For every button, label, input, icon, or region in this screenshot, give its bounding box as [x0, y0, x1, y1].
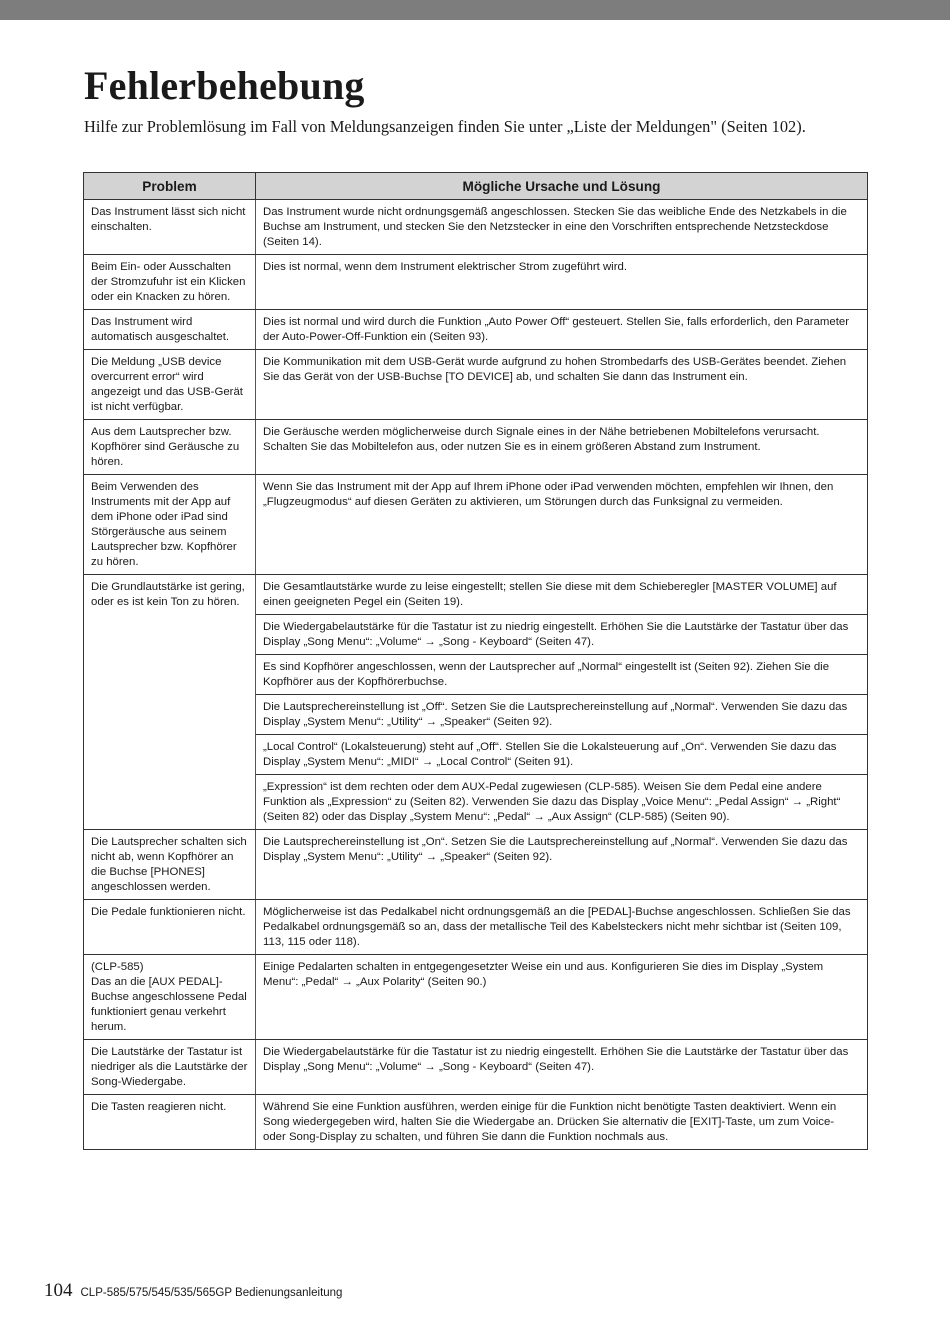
problem-cell: (CLP-585) Das an die [AUX PEDAL]-Buchse angeschlossene Pedal funktioniert genau verkehrt herum.	[84, 955, 256, 1040]
solution-cell: Es sind Kopfhörer angeschlossen, wenn der Lautsprecher auf „Normal“ eingestellt ist (Seiten 92). Ziehen Sie die Kopfhörer aus der Kopfhörerbuchse.	[256, 655, 868, 695]
solution-cell: Die Wiedergabelautstärke für die Tastatur ist zu niedrig eingestellt. Erhöhen Sie die Lautstärke der Tastatur über das Display „Song Menu“: „Volume“ → „Song - Keyboard“ (Seiten 47).	[256, 615, 868, 655]
solution-cell: Die Wiedergabelautstärke für die Tastatur ist zu niedrig eingestellt. Erhöhen Sie die Lautstärke der Tastatur über das Display „Song Menu“: „Volume“ → „Song - Keyboard“ (Seiten 47).	[256, 1040, 868, 1095]
solution-cell: Dies ist normal, wenn dem Instrument elektrischer Strom zugeführt wird.	[256, 255, 868, 310]
solution-cell: Dies ist normal und wird durch die Funktion „Auto Power Off“ gesteuert. Stellen Sie, falls erforderlich, den Parameter der Auto-Power-Off-Funktion ein (Seiten 93).	[256, 310, 868, 350]
solution-cell: Wenn Sie das Instrument mit der App auf Ihrem iPhone oder iPad verwenden möchten, empfehlen wir Ihnen, den „Flugzeugmodus“ auf diesen Geräten zu aktivieren, um Störungen durch das Funksignal zu vermeiden.	[256, 475, 868, 575]
page-footer	[44, 1280, 342, 1302]
solution-cell: Während Sie eine Funktion ausführen, werden einige für die Funktion nicht benötigte Tasten deaktiviert. Wenn ein Song wiedergegeben wird, halten Sie die Wiedergabe an. Drücken Sie alternativ die [EXIT]-Taste, um zum Voice- oder Song-Display zu schalten, und führen Sie dann die Funktion nochmals aus.	[256, 1095, 868, 1150]
solution-cell: Die Lautsprechereinstellung ist „Off“. Setzen Sie die Lautsprechereinstellung auf „Normal“. Verwenden Sie dazu das Display „System Menu“: „Utility“ → „Speaker“ (Seiten 92).	[256, 695, 868, 735]
table-row	[84, 955, 868, 1040]
top-header-bar	[0, 0, 950, 20]
table-row	[84, 575, 868, 615]
page-title: Fehlerbehebung	[84, 63, 365, 108]
solution-cell: Möglicherweise ist das Pedalkabel nicht ordnungsgemäß an die [PEDAL]-Buchse angeschlossen. Schließen Sie das Pedalkabel ordnungsgemäß so an, dass der metallische Teil des Kabelsteckers nicht mehr sichtbar ist (Seiten 109, 113, 115 oder 118).	[256, 900, 868, 955]
table-row	[84, 1040, 868, 1095]
problem-cell: Das Instrument lässt sich nicht einschalten.	[84, 200, 256, 255]
page-number: 104	[44, 1280, 73, 1301]
table-row	[84, 1095, 868, 1150]
solution-cell: Einige Pedalarten schalten in entgegengesetzter Weise ein und aus. Konfigurieren Sie dies im Display „System Menu“: „Pedal“ → „Aux Polarity“ (Seiten 90.)	[256, 955, 868, 1040]
table-row	[84, 310, 868, 350]
page-subtitle: Hilfe zur Problemlösung im Fall von Meldungsanzeigen finden Sie unter „Liste der Meldungen" (Seiten 102).	[84, 117, 806, 136]
problem-cell: Die Pedale funktionieren nicht.	[84, 900, 256, 955]
solution-cell: Die Gesamtlautstärke wurde zu leise eingestellt; stellen Sie diese mit dem Schieberegler [MASTER VOLUME] auf einen geeigneten Pegel ein (Seiten 19).	[256, 575, 868, 615]
table-row	[84, 420, 868, 475]
problem-cell: Die Meldung „USB device overcurrent error“ wird angezeigt und das USB-Gerät ist nicht verfügbar.	[84, 350, 256, 420]
header-solution: Mögliche Ursache und Lösung	[256, 173, 868, 200]
problem-cell: Beim Verwenden des Instruments mit der App auf dem iPhone oder iPad sind Störgeräusche aus seinem Lautsprecher bzw. Kopfhörer zu hören.	[84, 475, 256, 575]
problem-cell: Das Instrument wird automatisch ausgeschaltet.	[84, 310, 256, 350]
table-row	[84, 350, 868, 420]
problem-cell: Die Lautstärke der Tastatur ist niedriger als die Lautstärke der Song-Wiedergabe.	[84, 1040, 256, 1095]
table-row	[84, 830, 868, 900]
solution-cell: Das Instrument wurde nicht ordnungsgemäß angeschlossen. Stecken Sie das weibliche Ende des Netzkabels in die Buchse am Instrument, und stecken Sie den Netzstecker in eine den Vorschriften entsprechende Netzsteckdose (Seiten 14).	[256, 200, 868, 255]
table-row	[84, 900, 868, 955]
table-header-row	[84, 173, 868, 200]
table-row	[84, 200, 868, 255]
problem-cell: Beim Ein- oder Ausschalten der Stromzufuhr ist ein Klicken oder ein Knacken zu hören.	[84, 255, 256, 310]
problem-cell: Aus dem Lautsprecher bzw. Kopfhörer sind Geräusche zu hören.	[84, 420, 256, 475]
table-row	[84, 475, 868, 575]
troubleshooting-table	[83, 172, 868, 1150]
problem-cell: Die Grundlautstärke ist gering, oder es ist kein Ton zu hören.	[84, 575, 256, 830]
header-problem: Problem	[84, 173, 256, 200]
solution-cell: Die Kommunikation mit dem USB-Gerät wurde aufgrund zu hohen Strombedarfs des USB-Gerätes beendet. Ziehen Sie das Gerät von der USB-Buchse [TO DEVICE] ab, und schalten Sie dann das Instrument ein.	[256, 350, 868, 420]
table-body	[84, 200, 868, 1150]
table-row	[84, 255, 868, 310]
solution-cell: „Expression“ ist dem rechten oder dem AUX-Pedal zugewiesen (CLP-585). Weisen Sie dem Pedal eine andere Funktion als „Expression“ zu (Seiten 82). Verwenden Sie dazu das Display „Voice Menu“: „Pedal Assign“ → „Right“ (Seiten 82) oder das Display „System Menu“: „Pedal“ → „Aux Assign“ (CLP-585) (Seiten 90).	[256, 775, 868, 830]
manual-name: CLP-585/575/545/535/565GP Bedienungsanleitung	[80, 1287, 343, 1299]
solution-cell: Die Lautsprechereinstellung ist „On“. Setzen Sie die Lautsprechereinstellung auf „Normal“. Verwenden Sie dazu das Display „System Menu“: „Utility“ → „Speaker“ (Seiten 92).	[256, 830, 868, 900]
problem-cell: Die Lautsprecher schalten sich nicht ab, wenn Kopfhörer an die Buchse [PHONES] angeschlossen werden.	[84, 830, 256, 900]
solution-cell: „Local Control“ (Lokalsteuerung) steht auf „Off“. Stellen Sie die Lokalsteuerung auf „On“. Verwenden Sie dazu das Display „System Menu“: „MIDI“ → „Local Control“ (Seiten 91).	[256, 735, 868, 775]
problem-cell: Die Tasten reagieren nicht.	[84, 1095, 256, 1150]
solution-cell: Die Geräusche werden möglicherweise durch Signale eines in der Nähe betriebenen Mobiltelefons verursacht. Schalten Sie das Mobiltelefon aus, oder nutzen Sie es in einem größeren Abstand zum Instrument.	[256, 420, 868, 475]
